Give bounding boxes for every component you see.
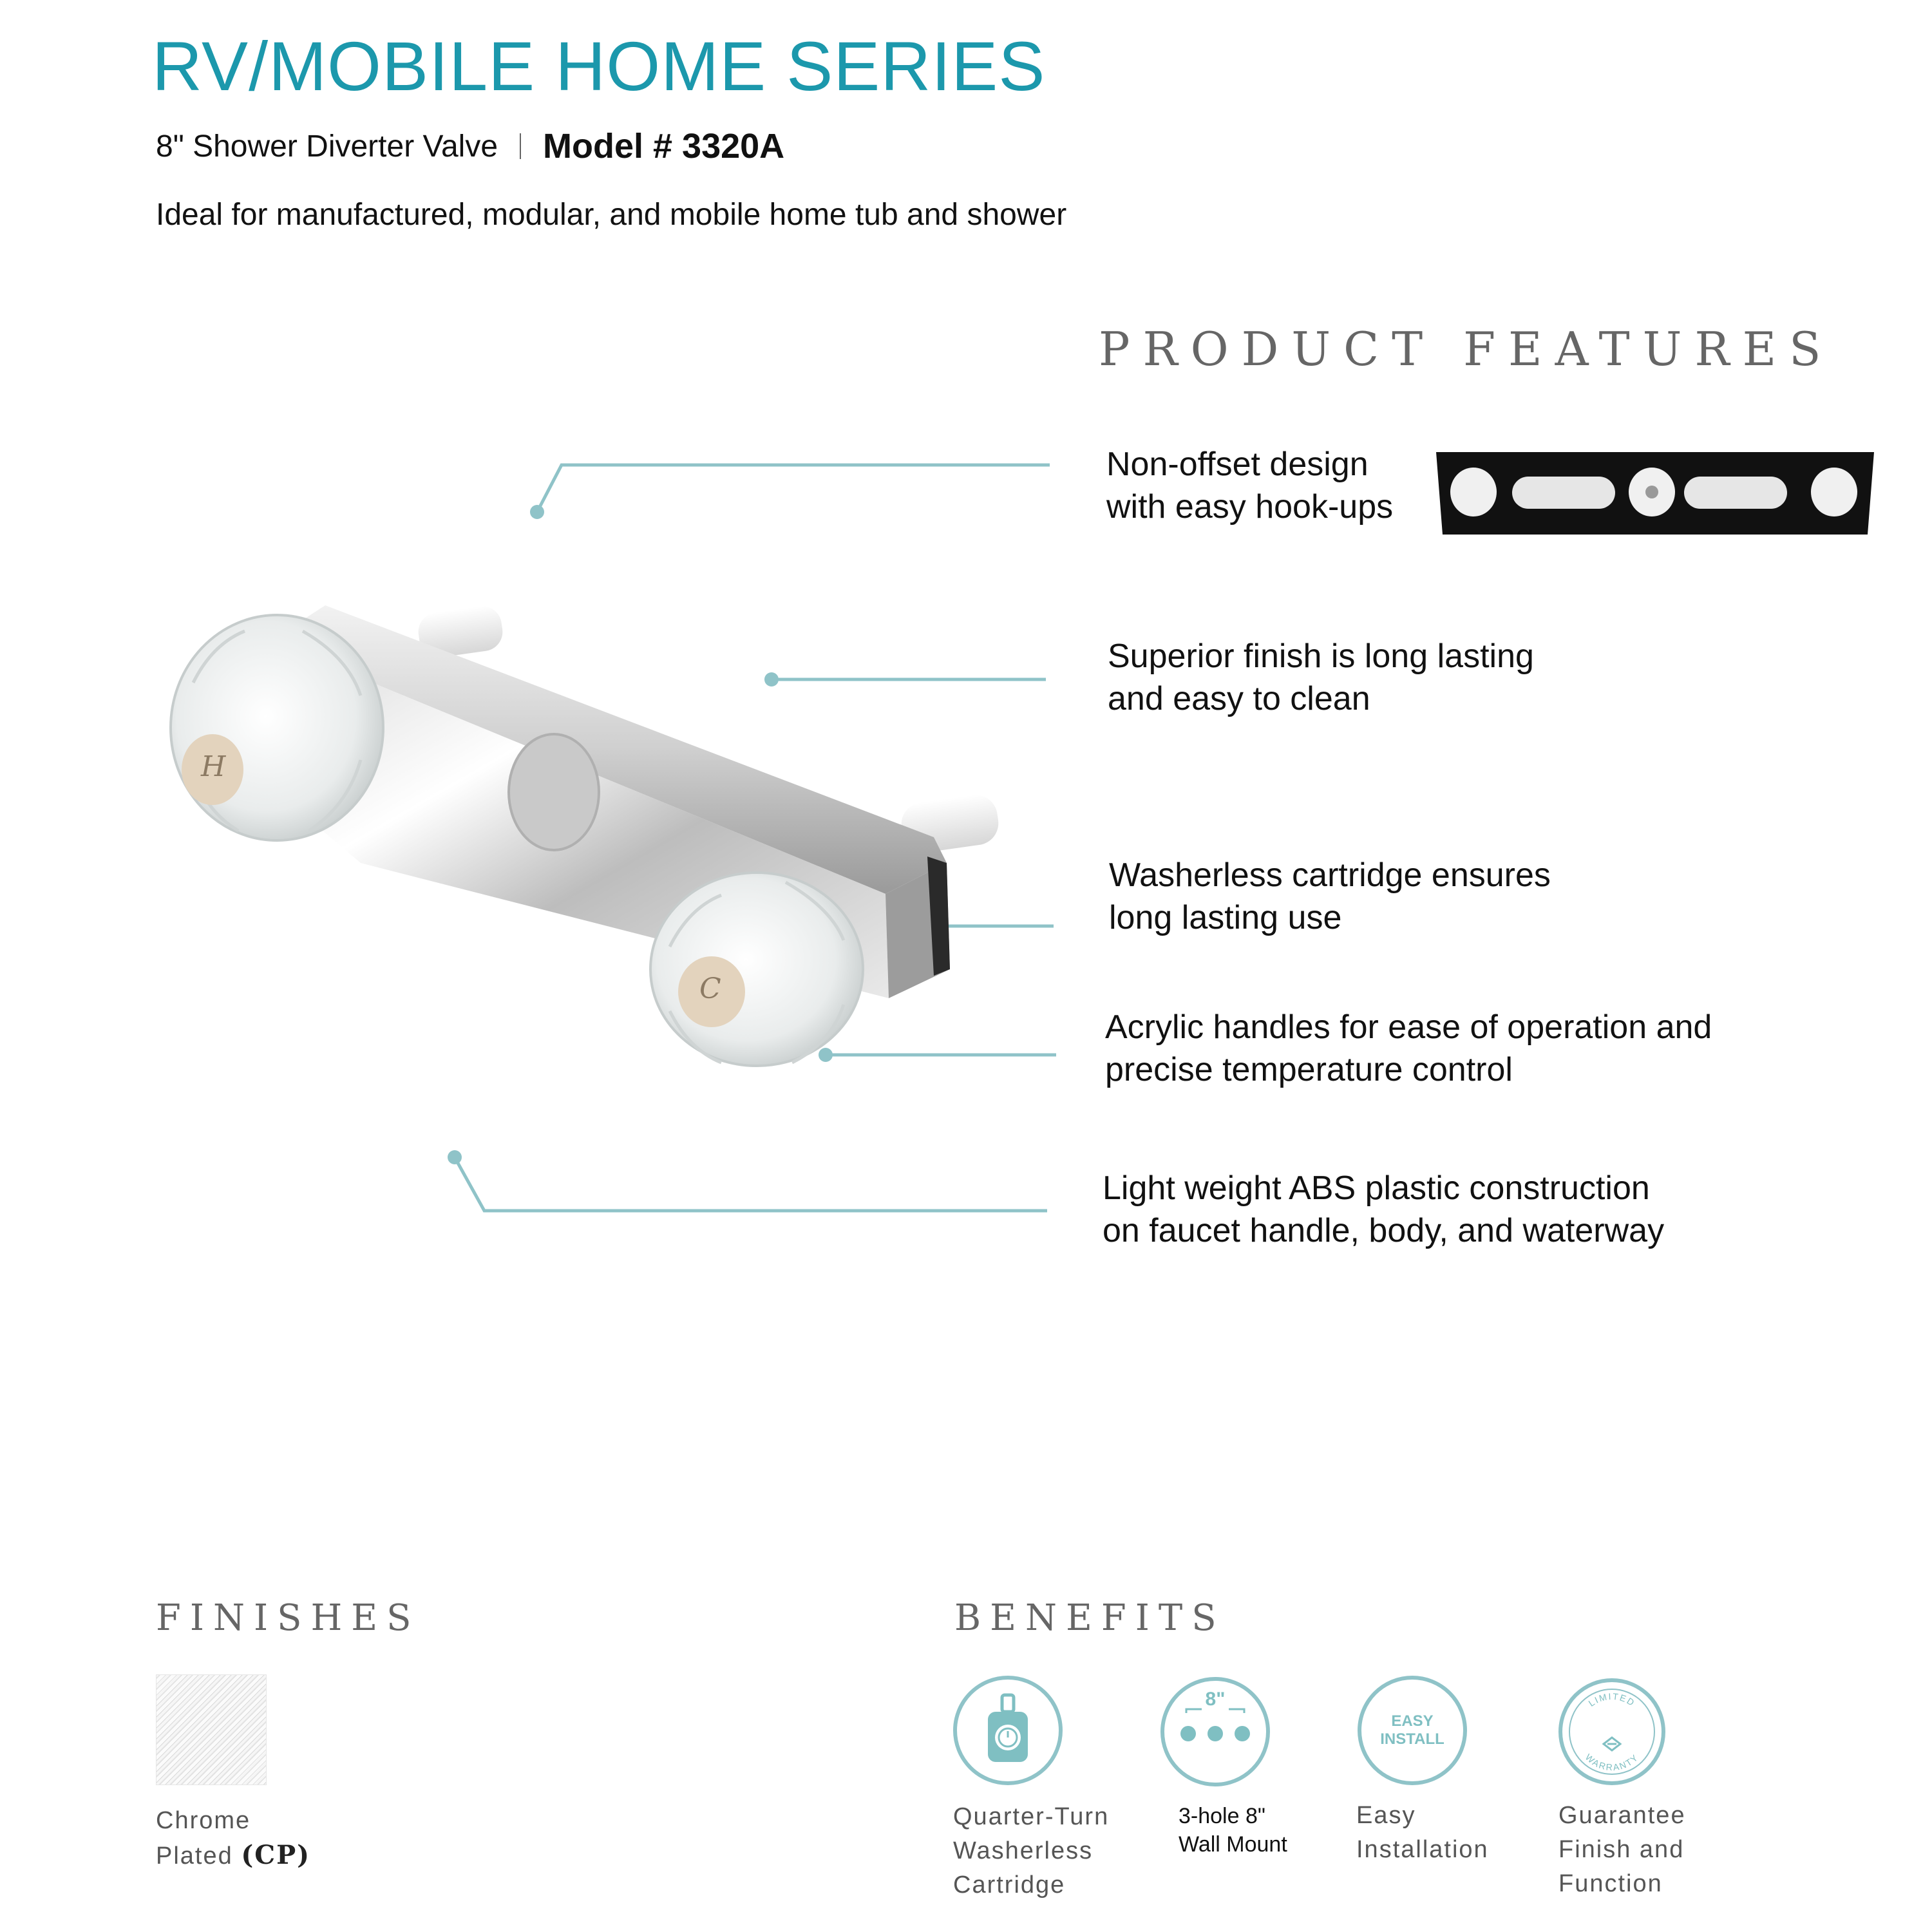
easy-install-icon — [1356, 1674, 1468, 1786]
benefits-heading: BENEFITS — [954, 1597, 1226, 1639]
feature-line: Non-offset design — [1106, 446, 1368, 483]
warranty-icon — [1557, 1677, 1667, 1786]
back-view-thumbnail — [1436, 452, 1874, 535]
feature-line: and easy to clean — [1108, 680, 1370, 717]
benefit-line: Wall Mount — [1179, 1832, 1287, 1857]
cold-label: C — [699, 972, 721, 1005]
benefit-line: Function — [1558, 1870, 1663, 1897]
finish-name: Plated — [156, 1842, 233, 1870]
feature-line: Acrylic handles for ease of operation and — [1105, 1009, 1712, 1046]
benefit-label-installation — [1356, 1799, 1489, 1867]
feature-acrylic-handles — [1105, 1006, 1712, 1091]
features-heading: PRODUCT FEATURES — [1099, 322, 1834, 376]
feature-line: with easy hook-ups — [1106, 488, 1394, 526]
feature-line: long lasting use — [1109, 899, 1342, 936]
benefit-line: Quarter-Turn — [953, 1803, 1110, 1830]
feature-non-offset — [1106, 443, 1393, 528]
icon-text-install: INSTALL — [1380, 1730, 1444, 1748]
finish-code: (CP) — [241, 1840, 311, 1870]
benefit-line: 3-hole 8" — [1179, 1804, 1265, 1828]
feature-line: Superior finish is long lasting — [1108, 638, 1534, 675]
feature-line: Washerless cartridge ensures — [1109, 857, 1551, 894]
benefit-line: Installation — [1356, 1836, 1489, 1863]
page-title: RV/MOBILE HOME SERIES — [152, 27, 1046, 105]
feature-washerless — [1109, 854, 1551, 939]
feature-line: precise temperature control — [1105, 1051, 1513, 1088]
benefit-line: Washerless — [953, 1837, 1094, 1864]
icon-text-easy: EASY — [1391, 1712, 1434, 1730]
benefit-label-wall-mount — [1179, 1802, 1287, 1859]
benefit-line: Guarantee — [1558, 1802, 1686, 1829]
three-hole-icon — [1159, 1676, 1271, 1788]
feature-finish — [1108, 635, 1534, 720]
benefit-line: Finish and — [1558, 1836, 1685, 1863]
benefit-line: Easy — [1356, 1802, 1416, 1829]
feature-abs-plastic — [1103, 1167, 1664, 1252]
model-number: Model # 3320A — [543, 127, 785, 166]
cold-handle — [650, 873, 863, 1066]
finish-label — [156, 1803, 310, 1873]
benefit-label-cartridge — [953, 1800, 1109, 1902]
hot-handle — [171, 615, 383, 840]
icon-text-limited: LIMITED — [1586, 1690, 1638, 1709]
icon-text-warranty: WARRANTY — [1583, 1752, 1641, 1773]
hot-label: H — [201, 750, 226, 783]
feature-line: Light weight ABS plastic construction — [1103, 1170, 1650, 1207]
benefit-label-guarantee — [1558, 1799, 1686, 1901]
product-name: 8" Shower Diverter Valve — [156, 129, 498, 164]
icon-size-text: 8" — [1205, 1689, 1226, 1710]
feature-line: on faucet handle, body, and waterway — [1103, 1212, 1665, 1249]
product-tagline: Ideal for manufactured, modular, and mobile home tub and shower — [156, 198, 1067, 232]
faucet-image — [171, 603, 1001, 1066]
chrome-swatch[interactable] — [156, 1674, 267, 1785]
finish-name: Chrome — [156, 1807, 251, 1834]
finishes-heading: FINISHES — [156, 1597, 421, 1639]
benefit-line: Cartridge — [953, 1871, 1066, 1899]
cartridge-icon — [952, 1674, 1064, 1786]
